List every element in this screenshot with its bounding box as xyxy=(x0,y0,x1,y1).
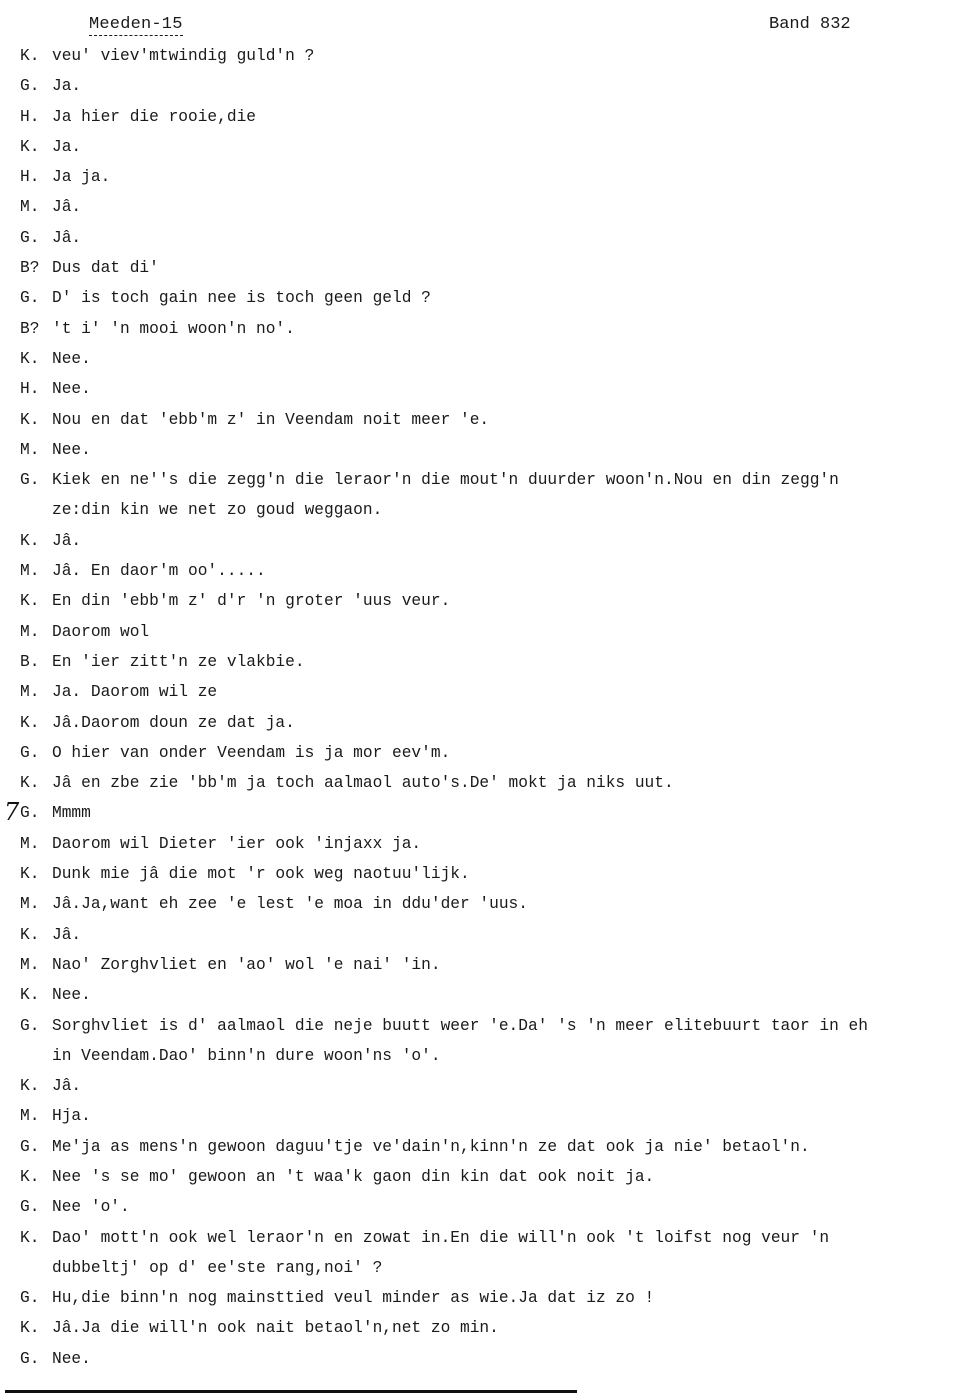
transcript-line xyxy=(20,802,950,832)
transcript-line xyxy=(20,287,950,317)
utterance-text: Jâ.Daorom doun ze dat ja. xyxy=(52,713,295,732)
utterance-text: 't i' 'n mooi woon'n no'. xyxy=(52,319,295,338)
speaker-label: G. xyxy=(20,1016,40,1035)
utterance-text: Hja. xyxy=(52,1107,91,1126)
speaker-label: K. xyxy=(20,47,40,65)
transcript-line xyxy=(20,75,950,105)
speaker-label: G. xyxy=(20,804,40,823)
utterance-text: Ja hier die rooie,die xyxy=(52,107,256,126)
transcript-lines xyxy=(20,45,950,1378)
transcript-line xyxy=(20,136,950,166)
transcript-line xyxy=(20,1105,950,1135)
transcript-line xyxy=(20,1196,950,1226)
utterance-text: in Veendam.Dao' binn'n dure woon'ns 'o'. xyxy=(52,1046,441,1065)
utterance-text: Nee. xyxy=(52,349,91,368)
utterance-text: Nee 's se mo' gewoon an 't waa'k gaon din kin dat ook noit ja. xyxy=(52,1167,655,1186)
speaker-label: G. xyxy=(20,1289,40,1308)
utterance-text: Mmmm xyxy=(52,804,91,823)
utterance-text: Nee. xyxy=(52,440,91,459)
speaker-label: K. xyxy=(20,349,40,368)
transcript-line xyxy=(20,1287,950,1317)
transcript-line xyxy=(20,893,950,923)
speaker-label: K. xyxy=(20,925,40,944)
utterance-text: Nou en dat 'ebb'm z' in Veendam noit meer 'e. xyxy=(52,410,490,429)
transcript-line xyxy=(20,984,950,1014)
speaker-label: G. xyxy=(20,1349,40,1368)
utterance-text: Ja. xyxy=(52,77,82,96)
transcript-line xyxy=(20,469,950,499)
speaker-label: H. xyxy=(20,380,40,399)
speaker-label: K. xyxy=(20,713,40,732)
speaker-label: M. xyxy=(20,834,40,853)
speaker-label: M. xyxy=(20,440,40,459)
transcript-line xyxy=(20,742,950,772)
utterance-text: Jâ. xyxy=(52,925,82,944)
utterance-text: Dunk mie jâ die mot 'r ook weg naotuu'lijk. xyxy=(52,865,470,884)
utterance-text: Jâ. xyxy=(52,531,82,550)
utterance-text: Nao' Zorghvliet en 'ao' wol 'e nai' 'in. xyxy=(52,955,441,974)
transcript-line xyxy=(20,954,950,984)
utterance-text: Nee 'o'. xyxy=(52,1198,130,1217)
utterance-text: dubbeltj' op d' ee'ste rang,noi' ? xyxy=(52,1258,383,1277)
transcript-line xyxy=(20,196,950,226)
utterance-text: Daorom wil Dieter 'ier ook 'injaxx ja. xyxy=(52,834,422,853)
transcript-line xyxy=(20,590,950,620)
speaker-label: K. xyxy=(20,410,40,429)
utterance-text: Daorom wol xyxy=(52,622,150,641)
speaker-label: M. xyxy=(20,562,40,581)
transcript-line xyxy=(20,833,950,863)
transcript-line xyxy=(20,530,950,560)
utterance-text: Ja. Daorom wil ze xyxy=(52,683,218,702)
speaker-label: K. xyxy=(20,1228,40,1247)
speaker-label: K. xyxy=(20,1319,40,1338)
speaker-label: G. xyxy=(20,1137,40,1156)
speaker-label: G. xyxy=(20,1198,40,1217)
speaker-label: M. xyxy=(20,955,40,974)
transcript-line xyxy=(20,621,950,651)
utterance-text: Nee. xyxy=(52,1349,91,1368)
speaker-label: G. xyxy=(20,228,40,247)
speaker-label: K. xyxy=(20,1077,40,1096)
utterance-text: Ja ja. xyxy=(52,168,111,187)
speaker-label: K. xyxy=(20,774,40,793)
speaker-label: M. xyxy=(20,895,40,914)
transcript-line xyxy=(20,45,950,75)
header-left-label: Meeden-15 xyxy=(89,15,183,34)
transcript-line xyxy=(20,1166,950,1196)
speaker-label: B? xyxy=(20,319,40,338)
transcript-line xyxy=(20,1257,950,1287)
utterance-text: Jâ. xyxy=(52,228,82,247)
utterance-text: D' is toch gain nee is toch geen geld ? xyxy=(52,289,431,308)
utterance-text: veu' viev'mtwindig guld'n ? xyxy=(52,47,315,65)
utterance-text: Dao' mott'n ook wel leraor'n en zowat in.En die will'n ook 't loifst nog veur 'n xyxy=(52,1228,830,1247)
utterance-text: ze:din kin we net zo goud weggaon. xyxy=(52,501,383,520)
speaker-label: M. xyxy=(20,198,40,217)
speaker-label: G. xyxy=(20,77,40,96)
speaker-label: M. xyxy=(20,622,40,641)
utterance-text: Jâ. En daor'm oo'..... xyxy=(52,562,266,581)
speaker-label: G. xyxy=(20,743,40,762)
speaker-label: M. xyxy=(20,1107,40,1126)
transcript-line xyxy=(20,227,950,257)
transcript-line xyxy=(20,651,950,681)
utterance-text: Dus dat di' xyxy=(52,259,159,278)
speaker-label: B? xyxy=(20,259,40,278)
transcript-line xyxy=(20,863,950,893)
speaker-label: G. xyxy=(20,471,40,490)
utterance-text: Sorghvliet is d' aalmaol die neje buutt weer 'e.Da' 's 'n meer elitebuurt taor in eh xyxy=(52,1016,868,1035)
utterance-text: Hu,die binn'n nog mainsttied veul minder as wie.Ja dat iz zo ! xyxy=(52,1289,655,1308)
utterance-text: Ja. xyxy=(52,137,82,156)
transcript-line xyxy=(20,1015,950,1045)
transcript-line xyxy=(20,409,950,439)
utterance-text: Me'ja as mens'n gewoon daguu'tje ve'dain'n,kinn'n ze dat ook ja nie' betaol'n. xyxy=(52,1137,810,1156)
page-header-left xyxy=(89,15,183,34)
transcript-line xyxy=(20,1227,950,1257)
speaker-label: K. xyxy=(20,592,40,611)
transcript-line xyxy=(20,1317,950,1347)
transcript-line xyxy=(20,1045,950,1075)
utterance-text: O hier van onder Veendam is ja mor eev'm. xyxy=(52,743,451,762)
utterance-text: Jâ. xyxy=(52,1077,82,1096)
transcript-line xyxy=(20,1348,950,1378)
bottom-rule xyxy=(5,1390,577,1393)
transcript-line xyxy=(20,348,950,378)
transcript-line xyxy=(20,439,950,469)
transcript-line xyxy=(20,772,950,802)
speaker-label: H. xyxy=(20,107,40,126)
transcript-line xyxy=(20,378,950,408)
speaker-label: M. xyxy=(20,683,40,702)
utterance-text: Jâ en zbe zie 'bb'm ja toch aalmaol auto's.De' mokt ja niks uut. xyxy=(52,774,674,793)
speaker-label: K. xyxy=(20,531,40,550)
utterance-text: En 'ier zitt'n ze vlakbie. xyxy=(52,652,305,671)
transcript-line xyxy=(20,318,950,348)
margin-annotation-mark: 7 xyxy=(4,798,20,826)
utterance-text: Jâ. xyxy=(52,198,82,217)
utterance-text: Jâ.Ja,want eh zee 'e lest 'e moa in ddu'der 'uus. xyxy=(52,895,528,914)
transcript-line xyxy=(20,166,950,196)
transcript-line xyxy=(20,257,950,287)
utterance-text: Nee. xyxy=(52,986,91,1005)
speaker-label: K. xyxy=(20,986,40,1005)
transcript-line xyxy=(20,712,950,742)
speaker-label: H. xyxy=(20,168,40,187)
utterance-text: En din 'ebb'm z' d'r 'n groter 'uus veur. xyxy=(52,592,451,611)
speaker-label: K. xyxy=(20,1167,40,1186)
utterance-text: Jâ.Ja die will'n ook nait betaol'n,net zo min. xyxy=(52,1319,499,1338)
speaker-label: G. xyxy=(20,289,40,308)
transcript-line xyxy=(20,681,950,711)
transcript-line xyxy=(20,106,950,136)
transcript-line xyxy=(20,560,950,590)
speaker-label: K. xyxy=(20,137,40,156)
transcript-line xyxy=(20,1075,950,1105)
transcript-line xyxy=(20,1136,950,1166)
speaker-label: B. xyxy=(20,652,40,671)
page-header-right: Band 832 xyxy=(769,15,851,34)
transcript-line xyxy=(20,499,950,529)
utterance-text: Kiek en ne''s die zegg'n die leraor'n die mout'n duurder woon'n.Nou en din zegg'n xyxy=(52,471,839,490)
speaker-label: K. xyxy=(20,865,40,884)
transcript-line xyxy=(20,924,950,954)
utterance-text: Nee. xyxy=(52,380,91,399)
